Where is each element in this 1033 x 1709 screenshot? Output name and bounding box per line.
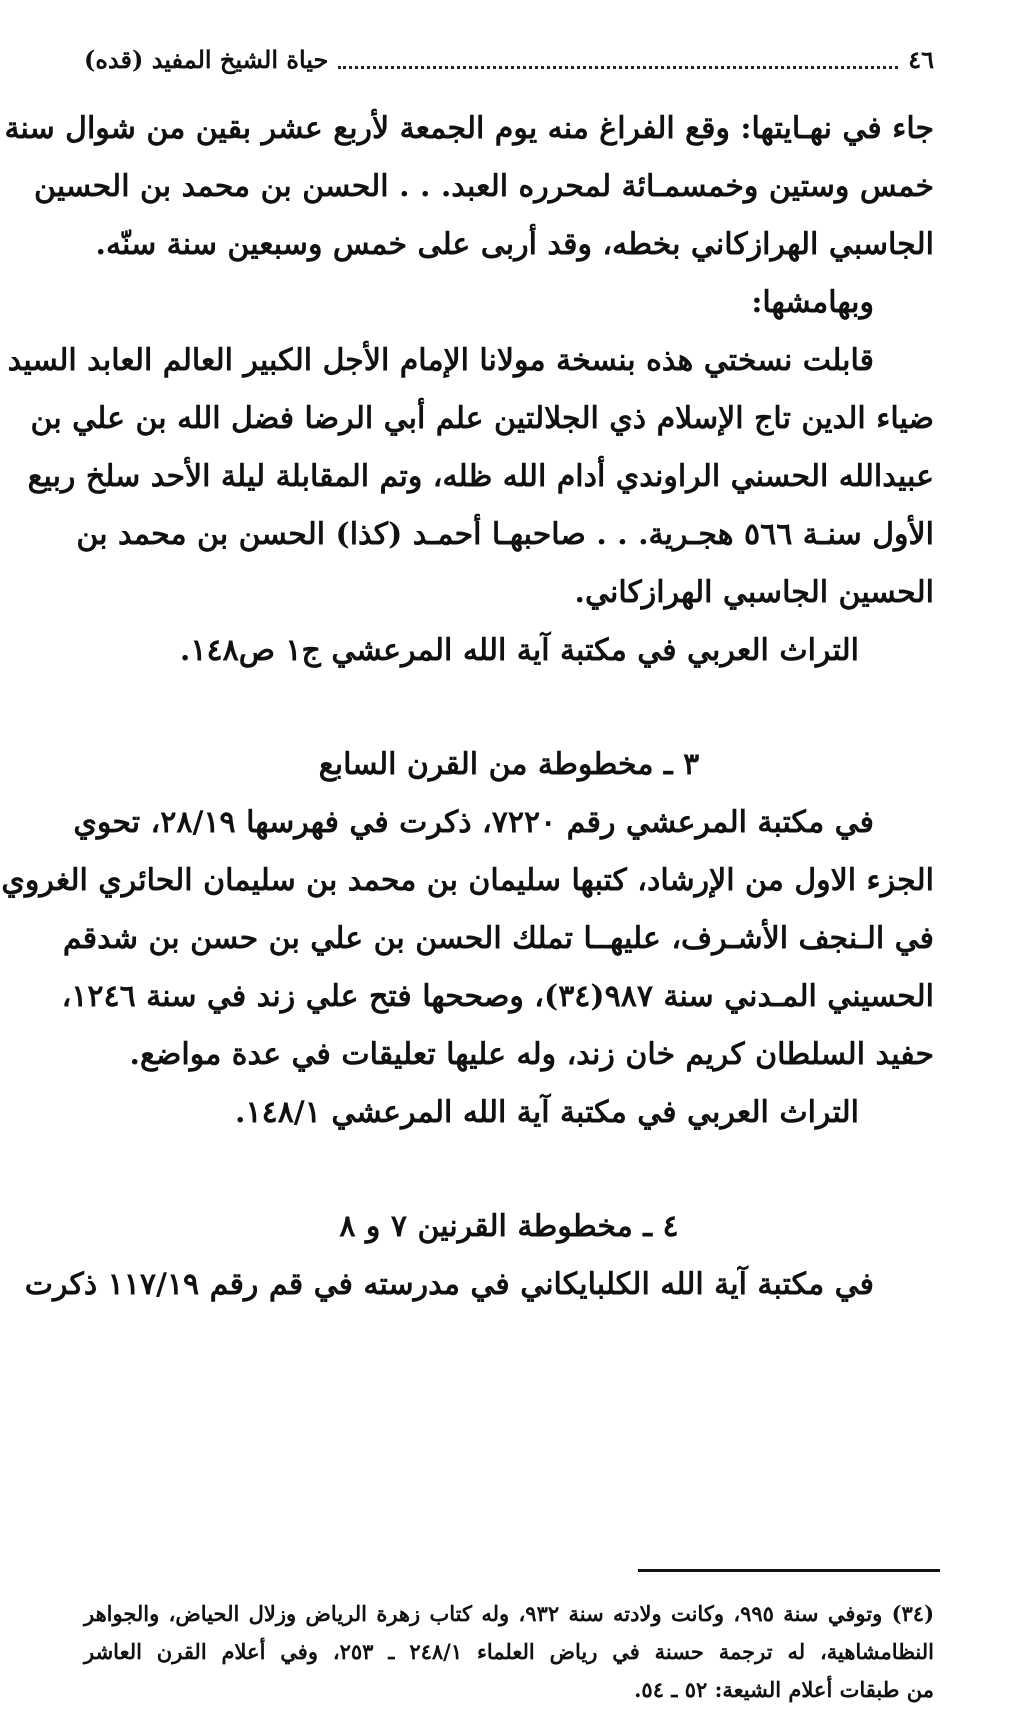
page-body	[1, 100, 934, 1314]
source-reference: التراث العربي في مكتبة آية الله المرعشي ١٤٨/١.	[235, 1095, 859, 1130]
body-line: الحسيني المـدني سنة ٩٨٧(٣٤)، وصححها فتح علي زند في سنة ١٢٤٦،	[61, 979, 934, 1014]
body-line: جاء في نهـايتها: وقع الفراغ منه يوم الجمعة لأربع عشر بقين من شوال سنة	[4, 111, 934, 146]
footnote-line: (٣٤) وتوفي سنة ٩٩٥، وكانت ولادته سنة ٩٣٢، وله كتاب زهرة الرياض وزلال الحياض، والجواهر	[84, 1601, 935, 1626]
section-heading: ٣ ـ مخطوطة من القرن السابع	[318, 747, 700, 782]
body-line: الحسين الجاسبي الهرازكاني.	[574, 575, 934, 610]
body-line: الأول سنـة ٥٦٦ هجـرية. . . صاحبهـا أحمـد (كذا) الحسن بن محمد بن	[76, 517, 934, 552]
body-line: الجزء الاول من الإرشاد، كتبها سليمان بن محمد بن سليمان الحائري الغروي	[1, 863, 934, 898]
body-line: في الـنجف الأشـرف، عليهــا تملك الحسن بن علي بن حسن بن شدقم	[62, 921, 934, 956]
body-line: الجاسبي الهرازكاني بخطه، وقد أربى على خمس وسبعين سنة سنّه.	[95, 227, 934, 262]
body-line: في مكتبة المرعشي رقم ٧٢٢٠، ذكرت في فهرسها ٢٨/١٩، تحوي	[73, 805, 874, 840]
source-reference: التراث العربي في مكتبة آية الله المرعشي ج١ ص١٤٨.	[179, 633, 859, 668]
marginal-note-label: وبهامشها:	[751, 285, 874, 320]
body-line: قابلت نسختي هذه بنسخة مولانا الإمام الأجل الكبير العالم العابد السيد	[7, 343, 874, 378]
footnote-line: النظامشاهية، له ترجمة حسنة في رياض العلماء ٢٤٨/١ ـ ٢٥٣، وفي أعلام القرن العاشر	[84, 1639, 934, 1664]
header-dotted-leader	[338, 52, 898, 69]
body-line: في مكتبة آية الله الكلبايكاني في مدرسته في قم رقم ١١٧/١٩ ذكرت	[24, 1267, 874, 1302]
page-number: ٤٦	[908, 45, 934, 74]
section-heading: ٤ ـ مخطوطة القرنين ٧ و ٨	[339, 1209, 679, 1244]
page-header	[84, 40, 934, 80]
footnotes	[84, 1595, 934, 1709]
body-line: خمس وستين وخمسمـائة لمحرره العبد. . . الحسن بن محمد بن الحسين	[34, 169, 934, 204]
body-line: عبيدالله الحسني الراوندي أدام الله ظله، وتم المقابلة ليلة الأحد سلخ ربيع	[27, 459, 934, 494]
footnote-line: من طبقات أعلام الشيعة: ٥٢ ـ ٥٤.	[634, 1677, 934, 1702]
body-line: حفيد السلطان كريم خان زند، وله عليها تعليقات في عدة مواضع.	[129, 1037, 934, 1072]
running-title: حياة الشيخ المفيد (قده)	[84, 45, 329, 74]
body-line: ضياء الدين تاج الإسلام ذي الجلالتين علم أبي الرضا فضل الله بن علي بن	[30, 401, 934, 436]
footnote-separator	[638, 1569, 940, 1572]
